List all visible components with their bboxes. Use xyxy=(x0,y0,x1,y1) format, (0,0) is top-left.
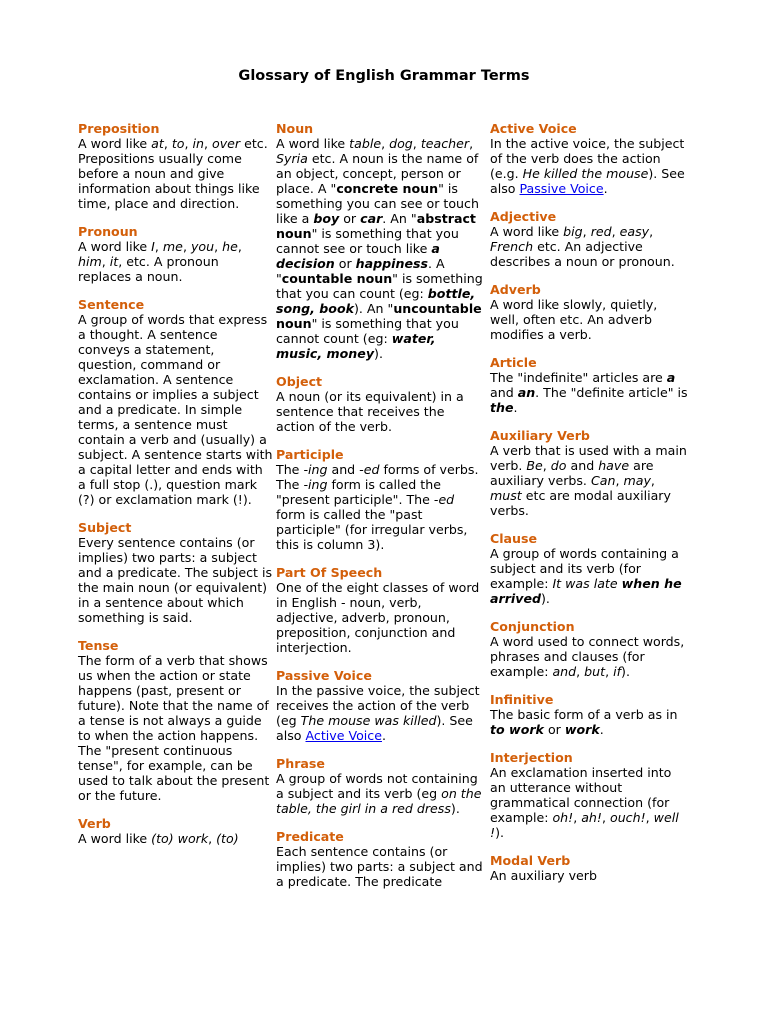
glossary-entry-auxiliary-verb xyxy=(490,428,690,518)
glossary-entry-modal-verb xyxy=(490,853,690,883)
definition-text: ). xyxy=(495,825,504,840)
definition-text: form is called the "past participle" (for irregular verbs, this is column 3). xyxy=(276,507,468,552)
term-heading: Clause xyxy=(490,531,538,546)
emphasis-italic: and xyxy=(552,664,577,679)
emphasis-italic: ouch! xyxy=(609,810,646,825)
definition-text: A group of words not containing a subject and its verb (eg xyxy=(276,771,478,801)
definition-text: The xyxy=(276,462,304,477)
definition-text: , xyxy=(412,136,421,151)
definition-text: The "indefinite" articles are xyxy=(490,370,667,385)
definition-text: The basic form of a verb as in xyxy=(490,707,678,722)
glossary-entry-article xyxy=(490,355,690,415)
emphasis-italic: have xyxy=(598,458,630,473)
emphasis-italic: -ing xyxy=(303,462,328,477)
emphasis-italic: The mouse was killed xyxy=(300,713,437,728)
definition-text: A noun (or its equivalent) in a sentence that receives the action of the verb. xyxy=(276,389,464,434)
definition-text: One of the eight classes of word in English - noun, verb, adjective, adverb, pronoun, preposition, conjunction and interjection. xyxy=(276,580,480,655)
emphasis-italic: easy xyxy=(619,224,650,239)
definition-text: , xyxy=(645,810,654,825)
definition-text: ). An " xyxy=(354,301,394,316)
definition-text: " is something you can see or touch like a xyxy=(276,181,479,226)
term-heading: Interjection xyxy=(490,750,573,765)
definition-text: . xyxy=(381,728,386,743)
page-title: Glossary of English Grammar Terms xyxy=(238,68,530,84)
definition-text: and xyxy=(327,462,360,477)
glossary-entry-predicate xyxy=(276,829,486,889)
emphasis-italic: at xyxy=(151,136,164,151)
emphasis-bold: the xyxy=(490,400,514,415)
definition-text: Every sentence contains (or implies) two parts: a subject and a predicate. The subject is the main noun (or equivalent) in a sentence about which something is said. xyxy=(78,535,273,625)
definition-text: A word used to connect words, phrases and clauses (for example: xyxy=(490,634,685,679)
definition-text: , xyxy=(214,239,223,254)
emphasis-italic: -ed xyxy=(359,462,380,477)
term-definition xyxy=(490,443,690,518)
emphasis-italic: you xyxy=(190,239,215,254)
definition-text: In the active voice, the subject of the verb does the action (e.g. xyxy=(490,136,685,181)
definition-text: Each sentence contains (or implies) two parts: a subject and a predicate. The predicate xyxy=(276,844,483,889)
definition-text: ). xyxy=(621,664,630,679)
definition-text: , xyxy=(469,136,474,151)
term-definition xyxy=(78,535,273,625)
definition-text: etc. Prepositions usually come before a noun and give information about things like time, place and direction. xyxy=(78,136,268,211)
emphasis-italic: Be xyxy=(526,458,543,473)
definition-text: The form of a verb that shows us when the action or state happens (past, present or future). Note that the name of a tense is not always a guide to when the action happens. The "present continuous tense", for example, can be used to talk about the present or the future. xyxy=(78,653,270,803)
glossary-entry-adjective xyxy=(490,209,690,269)
definition-text: , xyxy=(163,136,172,151)
term-definition xyxy=(78,239,273,284)
emphasis-bold: bottle, song, book xyxy=(276,286,476,316)
emphasis-italic: -ing xyxy=(303,477,328,492)
term-definition xyxy=(276,389,486,434)
term-definition xyxy=(490,707,690,737)
glossary-entry-phrase xyxy=(276,756,486,816)
emphasis-italic: well ! xyxy=(490,810,679,840)
definition-text: or xyxy=(339,211,361,226)
definition-text: , xyxy=(101,254,110,269)
emphasis-italic: red xyxy=(590,224,612,239)
emphasis-bold: uncountable noun xyxy=(276,301,482,331)
emphasis-italic: if xyxy=(613,664,622,679)
emphasis-italic: it xyxy=(109,254,119,269)
glossary-entry-sentence xyxy=(78,297,273,507)
definition-text: , xyxy=(204,136,213,151)
definition-text: , xyxy=(542,458,551,473)
definition-text: . The "definite article" is xyxy=(535,385,688,400)
term-heading: Preposition xyxy=(78,121,160,136)
glossary-entry-infinitive xyxy=(490,692,690,737)
emphasis-bold: happiness xyxy=(355,256,428,271)
definition-text: An auxiliary verb xyxy=(490,868,597,883)
definition-text: , xyxy=(576,664,585,679)
glossary-entry-subject xyxy=(78,520,273,625)
definition-text: A word like xyxy=(78,831,152,846)
glossary-entry-interjection xyxy=(490,750,690,840)
glossary-entry-conjunction xyxy=(490,619,690,679)
term-definition xyxy=(490,370,690,415)
term-heading: Subject xyxy=(78,520,132,535)
definition-text: etc are modal auxiliary verbs. xyxy=(490,488,671,518)
term-heading: Sentence xyxy=(78,297,145,312)
term-heading: Auxiliary Verb xyxy=(490,428,590,443)
emphasis-bold: a decision xyxy=(276,241,440,271)
emphasis-bold: concrete noun xyxy=(336,181,439,196)
emphasis-italic: dog xyxy=(389,136,413,151)
definition-text: . An " xyxy=(382,211,417,226)
definition-text: A word like xyxy=(276,136,350,151)
term-definition xyxy=(490,297,690,342)
emphasis-italic: he xyxy=(222,239,238,254)
definition-text: , xyxy=(154,239,163,254)
glossary-column-middle xyxy=(276,121,486,902)
glossary-entry-participle xyxy=(276,447,486,552)
emphasis-italic: me xyxy=(162,239,183,254)
term-heading: Phrase xyxy=(276,756,325,771)
definition-text: forms of verbs. The xyxy=(276,462,479,492)
emphasis-italic: Syria xyxy=(276,151,308,166)
term-definition xyxy=(490,868,690,883)
glossary-entry-preposition xyxy=(78,121,273,211)
cross-reference-link[interactable]: Passive Voice xyxy=(519,181,604,196)
emphasis-bold: a xyxy=(666,370,676,385)
term-heading: Participle xyxy=(276,447,344,462)
definition-text: A word like xyxy=(78,239,152,254)
term-heading: Adjective xyxy=(490,209,557,224)
glossary-entry-noun xyxy=(276,121,486,361)
definition-text: ). xyxy=(374,346,383,361)
emphasis-italic: in xyxy=(192,136,204,151)
glossary-entry-object xyxy=(276,374,486,434)
definition-text: A word like slowly, quietly, well, often etc. An adverb modifies a verb. xyxy=(490,297,658,342)
term-heading: Modal Verb xyxy=(490,853,571,868)
term-definition xyxy=(78,136,273,211)
definition-text: , xyxy=(649,224,654,239)
definition-text: or xyxy=(334,256,356,271)
definition-text: In the passive voice, the subject receives the action of the verb (eg xyxy=(276,683,480,728)
definition-text: etc. A noun is the name of an object, concept, person or place. A " xyxy=(276,151,479,196)
emphasis-bold: car xyxy=(360,211,383,226)
term-heading: Verb xyxy=(78,816,111,831)
definition-text: An exclamation inserted into an utterance without grammatical connection (for example: xyxy=(490,765,672,825)
term-definition xyxy=(276,844,486,889)
definition-text: etc. An adjective describes a noun or pronoun. xyxy=(490,239,675,269)
glossary-column-right xyxy=(490,121,690,896)
term-definition xyxy=(276,771,486,816)
term-heading: Noun xyxy=(276,121,314,136)
term-definition xyxy=(78,831,273,846)
term-definition xyxy=(276,683,486,743)
term-heading: Passive Voice xyxy=(276,668,372,683)
glossary-column-left xyxy=(78,121,273,859)
emphasis-italic: to xyxy=(171,136,185,151)
term-heading: Article xyxy=(490,355,537,370)
definition-text: , xyxy=(208,831,217,846)
glossary-entry-verb xyxy=(78,816,273,846)
emphasis-bold: when he arrived xyxy=(490,576,682,606)
term-heading: Conjunction xyxy=(490,619,575,634)
emphasis-bold: abstract noun xyxy=(276,211,476,241)
emphasis-italic: big xyxy=(563,224,583,239)
definition-text: , xyxy=(182,239,191,254)
emphasis-italic: I xyxy=(151,239,155,254)
definition-text: , xyxy=(615,473,624,488)
emphasis-italic: oh! xyxy=(552,810,574,825)
definition-text: are auxiliary verbs. xyxy=(490,458,654,488)
emphasis-italic: (to) work xyxy=(151,831,209,846)
definition-text: " is something that you cannot see or touch like xyxy=(276,226,459,256)
emphasis-italic: ed xyxy=(438,492,455,507)
glossary-entry-adverb xyxy=(490,282,690,342)
emphasis-bold: water, music, money xyxy=(276,331,436,361)
definition-text: , xyxy=(605,664,614,679)
definition-text: ). See also xyxy=(276,713,473,743)
term-definition xyxy=(78,312,273,507)
definition-text: ). See also xyxy=(490,166,685,196)
glossary-entry-pronoun xyxy=(78,224,273,284)
emphasis-italic: teacher xyxy=(420,136,470,151)
definition-text: ). xyxy=(450,801,460,816)
definition-text: , etc. A pronoun replaces a noun. xyxy=(78,254,219,284)
definition-text: A verb that is used with a main verb. xyxy=(490,443,687,473)
definition-text: , xyxy=(650,473,655,488)
emphasis-italic: It was late xyxy=(552,576,622,591)
glossary-entry-passive-voice xyxy=(276,668,486,743)
emphasis-italic: but xyxy=(584,664,606,679)
definition-text: " is something that you can count (eg: xyxy=(276,271,483,301)
term-heading: Tense xyxy=(78,638,119,653)
definition-text: A word like xyxy=(78,136,152,151)
term-heading: Active Voice xyxy=(490,121,577,136)
glossary-entry-clause xyxy=(490,531,690,606)
emphasis-italic: do xyxy=(550,458,567,473)
definition-text: A group of words that express a thought. A sentence conveys a statement, question, command or exclamation. A sentence contains or implies a subject and a predicate. In simple terms, a sentence must contain a verb and (usually) a subject. A sentence starts with a capital letter and ends with a full stop (.), question mark (?) or exclamation mark (!). xyxy=(78,312,273,507)
emphasis-italic: ah! xyxy=(581,810,602,825)
definition-text: or xyxy=(543,722,565,737)
term-definition xyxy=(490,546,690,606)
glossary-entry-tense xyxy=(78,638,273,803)
emphasis-italic: French xyxy=(490,239,534,254)
term-heading: Part Of Speech xyxy=(276,565,383,580)
term-definition xyxy=(490,765,690,840)
definition-text: and xyxy=(490,385,518,400)
definition-text: . xyxy=(513,400,518,415)
emphasis-italic: on the table, the girl in a red dress xyxy=(276,786,482,816)
term-heading: Pronoun xyxy=(78,224,138,239)
emphasis-italic: He killed the mouse xyxy=(522,166,649,181)
definition-text: A group of words containing a subject and its verb (for example: xyxy=(490,546,679,591)
emphasis-bold: to work xyxy=(490,722,544,737)
definition-text: " is something that you cannot count (eg: xyxy=(276,316,459,346)
emphasis-bold: work xyxy=(564,722,600,737)
definition-text: form is called the "present participle". The - xyxy=(276,477,441,507)
term-heading: Predicate xyxy=(276,829,344,844)
term-definition xyxy=(78,653,273,803)
definition-text: , xyxy=(381,136,390,151)
definition-text: , xyxy=(611,224,620,239)
definition-text: , xyxy=(582,224,591,239)
emphasis-bold: countable noun xyxy=(281,271,393,286)
emphasis-italic: over xyxy=(212,136,241,151)
emphasis-italic: him xyxy=(78,254,102,269)
term-definition xyxy=(276,136,486,361)
definition-text: ). xyxy=(541,591,550,606)
term-heading: Infinitive xyxy=(490,692,554,707)
term-heading: Object xyxy=(276,374,323,389)
emphasis-italic: table xyxy=(349,136,382,151)
term-definition xyxy=(276,462,486,552)
term-heading: Adverb xyxy=(490,282,541,297)
term-definition xyxy=(276,580,486,655)
definition-text: , xyxy=(601,810,610,825)
glossary-entry-active-voice xyxy=(490,121,690,196)
emphasis-italic: may xyxy=(623,473,651,488)
definition-text: , xyxy=(237,239,242,254)
glossary-entry-part-of-speech xyxy=(276,565,486,655)
definition-text: and xyxy=(566,458,599,473)
definition-text: . xyxy=(599,722,604,737)
term-definition xyxy=(490,224,690,269)
definition-text: . A " xyxy=(276,256,445,286)
cross-reference-link[interactable]: Active Voice xyxy=(305,728,382,743)
emphasis-italic: Can xyxy=(590,473,616,488)
definition-text: A word like xyxy=(490,224,564,239)
emphasis-bold: boy xyxy=(313,211,340,226)
definition-text: , xyxy=(184,136,193,151)
term-definition xyxy=(490,634,690,679)
emphasis-italic: must xyxy=(490,488,522,503)
emphasis-bold: an xyxy=(517,385,536,400)
definition-text: . xyxy=(603,181,608,196)
term-definition xyxy=(490,136,690,196)
definition-text: , xyxy=(573,810,582,825)
emphasis-italic: (to) xyxy=(216,831,239,846)
